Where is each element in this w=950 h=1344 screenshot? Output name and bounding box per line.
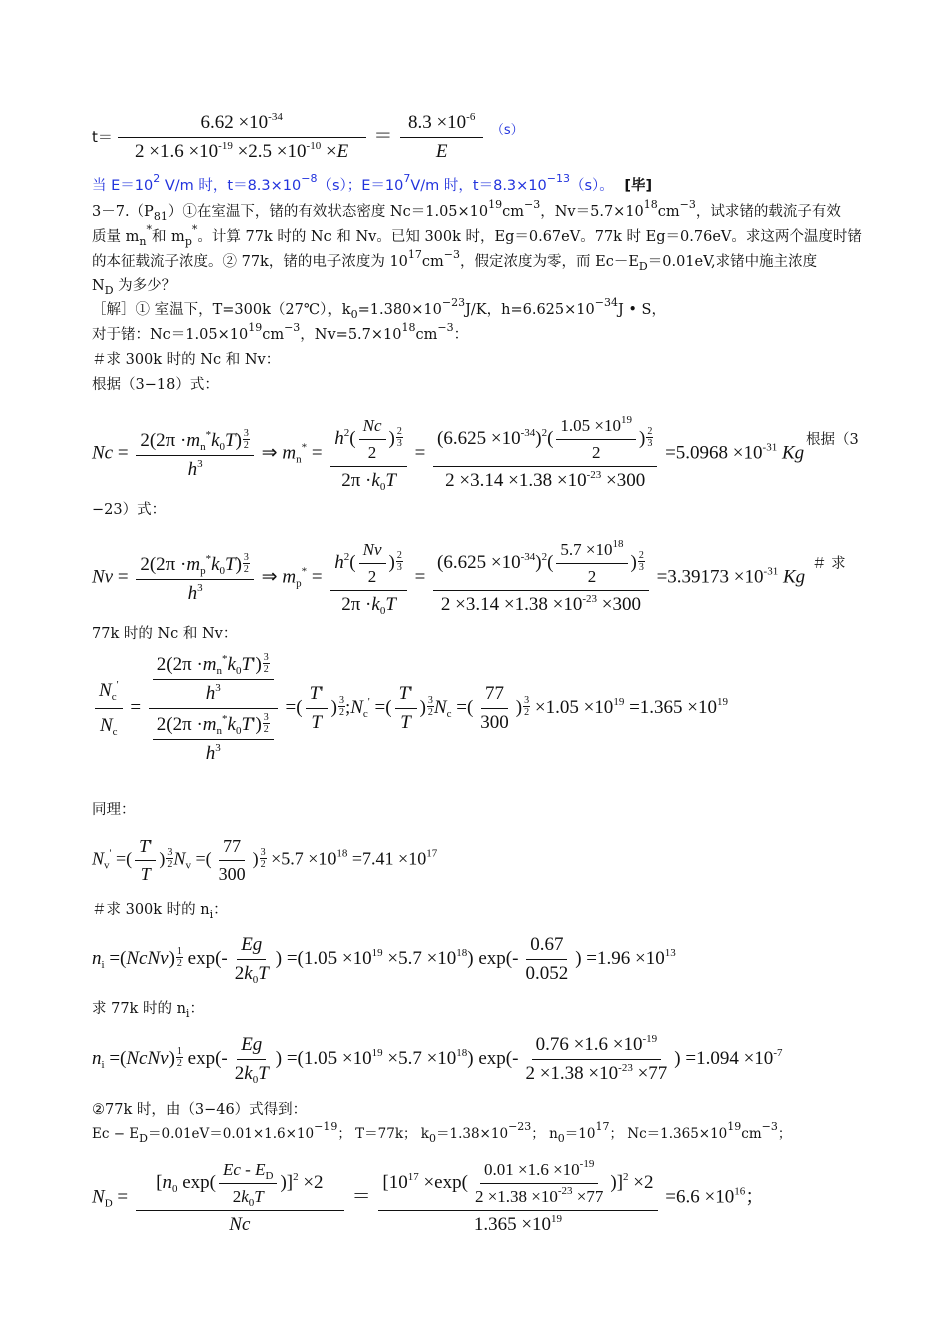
- problem-line-2: 质量 $m_n^*$和 $m_p^*$。计算 77k 时的 Nc 和 Nv。已知 300k 时，Eg＝0.67eV。77k 时 Eg＝0.76eV。求这两个温度时锗: [92, 223, 862, 248]
- solution-line-4: 根据（3−18）式：: [92, 377, 219, 393]
- part2-line-1: ②77k 时，由（3−46）式得到：: [92, 1102, 308, 1118]
- same-label: 同理：: [92, 802, 136, 818]
- side-note-1: 根据（3: [806, 432, 859, 448]
- part2-line-2: $Ec - E_D=0.01eV=0.01\times 1.6\times 10^{-19}$； T＝77k； $k_0=1.38\times 10^{-23}$； $n_0=10^{17}$； $Nc=1.365\times 10^{19}cm^{-3}$；: [92, 1120, 792, 1145]
- equation-nc-ratio: $\frac{N_c'}{N_c}$ = $2(2\pi \cdot m_n^*k_0T')$ $\frac{3}{2}$ $h^3$ $2(2\pi \cdot m_n^*k_0T')$ $\frac{3}{2}$ $h^3$ =( $\frac{T'}{T}$ ) $\frac{3}{2}$ $;N_c'$ =( $\frac{T'}{T}$ ) $\frac{3}{2}$ $N_c$ =( $\frac{77}{300}$ ) $\frac{3}{2}$ $\times 1.05 \times 10^{19} =1.365 \times 10^{19}$: [92, 652, 728, 765]
- equation-nc: Nc = $2(2\pi \cdot m_n^*k_0T)$ $\frac{3}{2}$ $h^3$ ⇒ $m_n^*$ = $h^2$( $\frac{Nc}{2}$ ) $\frac{2}{3}$ $2\pi \cdot k_0T$ = $(6.625 \times 10^{-34})^2$( $\frac{1.05 \times 10^{19}}{2}$ ) $\frac{2}{3}$ $2 \times 3.14 \times 1.38 \times 10^{-23} \times 300$ $=5.0968 \times 10^{-31}$ Kg: [92, 414, 805, 493]
- problem-line-3: 的本征载流子浓度。② 77k，锗的电子浓度为 $10^{17}cm^{-3}$，假定浓度为零，而 $Ec-E_D=0.01eV$,求锗中施主浓度: [92, 248, 818, 273]
- side-note-3: ＃ 求: [812, 556, 846, 572]
- result-line: 当 $E=10^2$ V/m 时，$t=8.3\times 10^{-8}(s)$；$E=10^7V/m$ 时，$t=8.3\times 10^{-13}(s)$。 [毕]: [92, 172, 653, 194]
- equation-nv: Nv = $2(2\pi \cdot m_p^*k_0T)$ $\frac{3}{2}$ $h^3$ ⇒ $m_p^*$ = $h^2$( $\frac{Nv}{2}$ ) $\frac{2}{3}$ $2\pi \cdot k_0T$ = $(6.625 \times 10^{-34})^2$( $\frac{5.7 \times 10^{18}}{2}$ ) $\frac{2}{3}$ $2 \times 3.14 \times 1.38 \times 10^{-23} \times 300$ $=3.39173 \times 10^{-31}$ Kg: [92, 538, 806, 617]
- problem-line-1: $3-7.(P_{81})①$在室温下，锗的有效状态密度 $Nc=1.05\times 10^{19}cm^{-3}$，$Nv=5.7\times 10^{18}cm^{-3}$，试求锗的载流子有效: [92, 198, 841, 223]
- equation-ni-77k: $n_i$ =(NcNv) $\frac{1}{2}$ exp(- $\frac{Eg}{2k_0T}$ ) $=(1.05 \times 10^{19} \times 5.7 \times 10^{18})$ exp(- $\frac{0.76 \times 1.6 \times 10^{-19}}{2 \times 1.38 \times 10^{-23} \times 77}$ ) $=1.094 \times 10^{-7}$: [92, 1033, 783, 1086]
- ni77-label: 求 77k 时的 $n_i$：: [92, 1001, 204, 1020]
- equation-nd: $N_D$ = [$n_0$ exp( $\frac{Ec - E_D}{2k_0T}$ )]$^2$ ×2 Nc ＝ [$10^{17} \times\exp$( $\frac{0.01 \times 1.6 \times 10^{-19}}{2 \times 1.38 \times 10^{-23} \times 77}$ )]$^2$ ×2 $1.365 \times 10^{19}$ $=6.6 \times 10^{16}$；: [92, 1158, 765, 1235]
- equation-ni-300k: $n_i$ =(NcNv) $\frac{1}{2}$ exp(- $\frac{Eg}{2k_0T}$ ) $=(1.05 \times 10^{19} \times 5.7 \times 10^{18})$ exp(- $\frac{0.67}{0.052}$ ) $=1.96 \times 10^{13}$: [92, 934, 676, 986]
- solution-line-2: 对于锗：$Nc=1.05\times 10^{19}cm^{-3}$，$Nv=5.7\times 10^{18}cm^{-3}$：: [92, 321, 469, 343]
- equation-t: t＝ $\frac{6.62 \times 10^{-34}}{2 \times 1.6 \times 10^{-19} \times 2.5 \times 10^{-10} \times E}$ ＝ $\frac{8.3 \times 10^{-6}}{E}$ $^{(s)}$: [92, 111, 524, 162]
- side-note-4: 77k 时的 Nc 和 Nv：: [92, 626, 238, 642]
- solution-line-1: ［解］① 室温下，T=300k（27℃），$k_0=1.380\times 10^{-23}J/K$，$h=6.625\times 10^{-34}J$ • S，: [92, 296, 666, 321]
- problem-line-4: $N_D$ 为多少？: [92, 278, 177, 297]
- solution-line-3: ＃求 300k 时的 Nc 和 Nv：: [92, 352, 281, 368]
- equation-nv-77k: $N_v'$ =( $\frac{T'}{T}$ ) $\frac{3}{2}$ $N_v$ =( $\frac{77}{300}$ ) $\frac{3}{2}$ $\times 5.7 \times 10^{18} =7.41 \times 10^{17}$: [92, 836, 438, 884]
- side-note-2: −23）式：: [92, 502, 167, 518]
- ni300-label: ＃求 300k 时的 $n_i$：: [92, 902, 228, 921]
